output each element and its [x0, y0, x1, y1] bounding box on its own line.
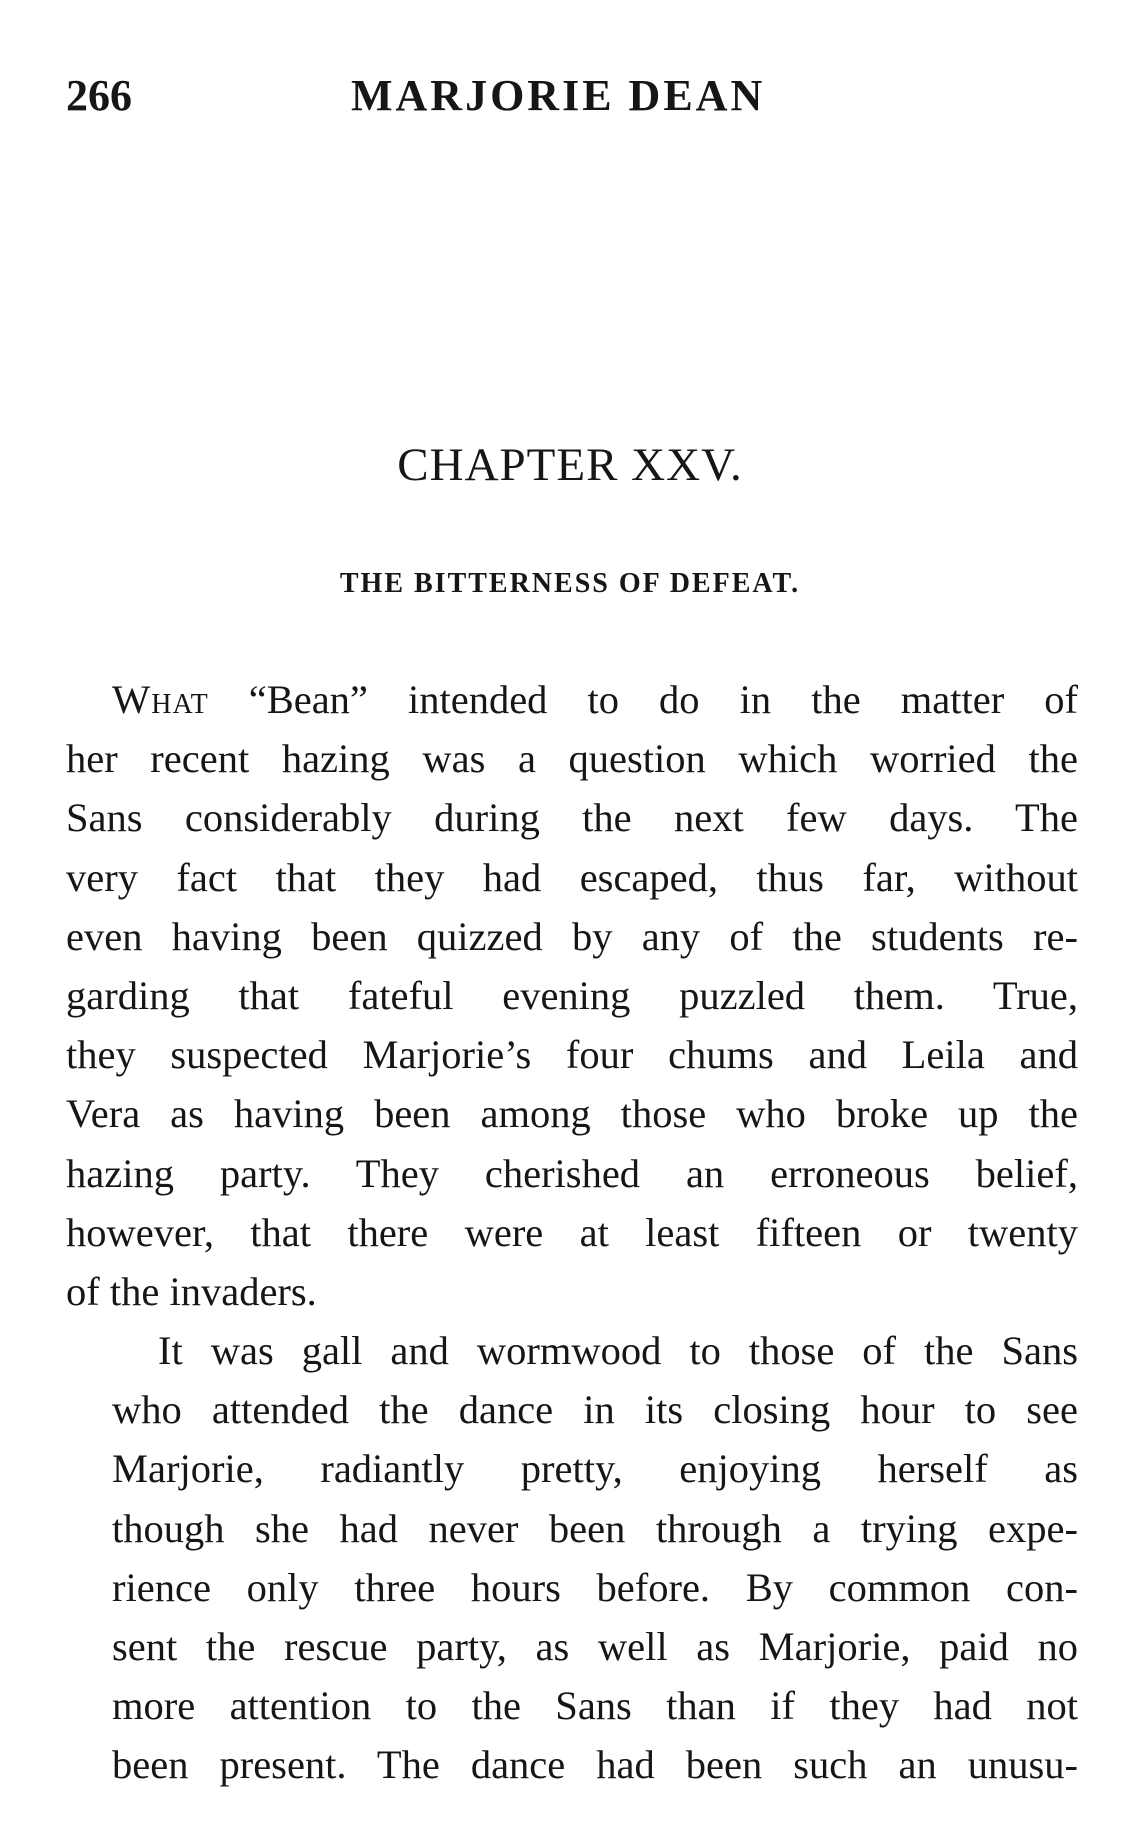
text-line: though she had never been through a trying expe- — [112, 1505, 1078, 1551]
paragraph-2 — [66, 1321, 1078, 1795]
text-line: garding that fateful evening puzzled them. True, — [66, 972, 1078, 1018]
paragraph-lead-word: What — [112, 677, 209, 722]
text-line: Sans considerably during the next few days. The — [66, 795, 1078, 841]
text-line: who attended the dance in its closing hour to see — [112, 1387, 1078, 1433]
chapter-subtitle: THE BITTERNESS OF DEFEAT. — [339, 568, 801, 599]
text-line: her recent hazing was a question which worried the — [66, 736, 1078, 782]
text-line: been present. The dance had been such an unusu- — [112, 1742, 1078, 1788]
text-line: more attention to the Sans than if they had not — [112, 1683, 1078, 1729]
text-line: rience only three hours before. By common con- — [112, 1564, 1078, 1610]
text-line-content: “Bean” intended to do in the matter of — [208, 677, 1078, 722]
running-head — [66, 70, 1076, 130]
text-line: Marjorie, radiantly pretty, enjoying herself as — [112, 1446, 1078, 1492]
text-line: hazing party. They cherished an erroneous belief, — [66, 1150, 1078, 1196]
text-line: even having been quizzed by any of the students re- — [66, 913, 1078, 959]
text-line: very fact that they had escaped, thus far, without — [66, 854, 1078, 900]
running-title: MARJORIE DEAN — [351, 71, 766, 120]
text-line: of the invaders. — [66, 1268, 317, 1314]
paragraph-1 — [66, 670, 1078, 1321]
page-number: 266 — [66, 71, 132, 120]
text-line: however, that there were at least fifteen or twenty — [66, 1209, 1078, 1255]
text-line — [66, 670, 1078, 729]
body-text — [66, 670, 1078, 1795]
text-line: Vera as having been among those who broke up the — [66, 1091, 1078, 1137]
chapter-heading: CHAPTER XXV. — [397, 439, 743, 491]
text-line: they suspected Marjorie’s four chums and Leila and — [66, 1032, 1078, 1078]
text-line: It was gall and wormwood to those of the Sans — [158, 1328, 1078, 1374]
text-line: sent the rescue party, as well as Marjorie, paid no — [112, 1624, 1078, 1669]
